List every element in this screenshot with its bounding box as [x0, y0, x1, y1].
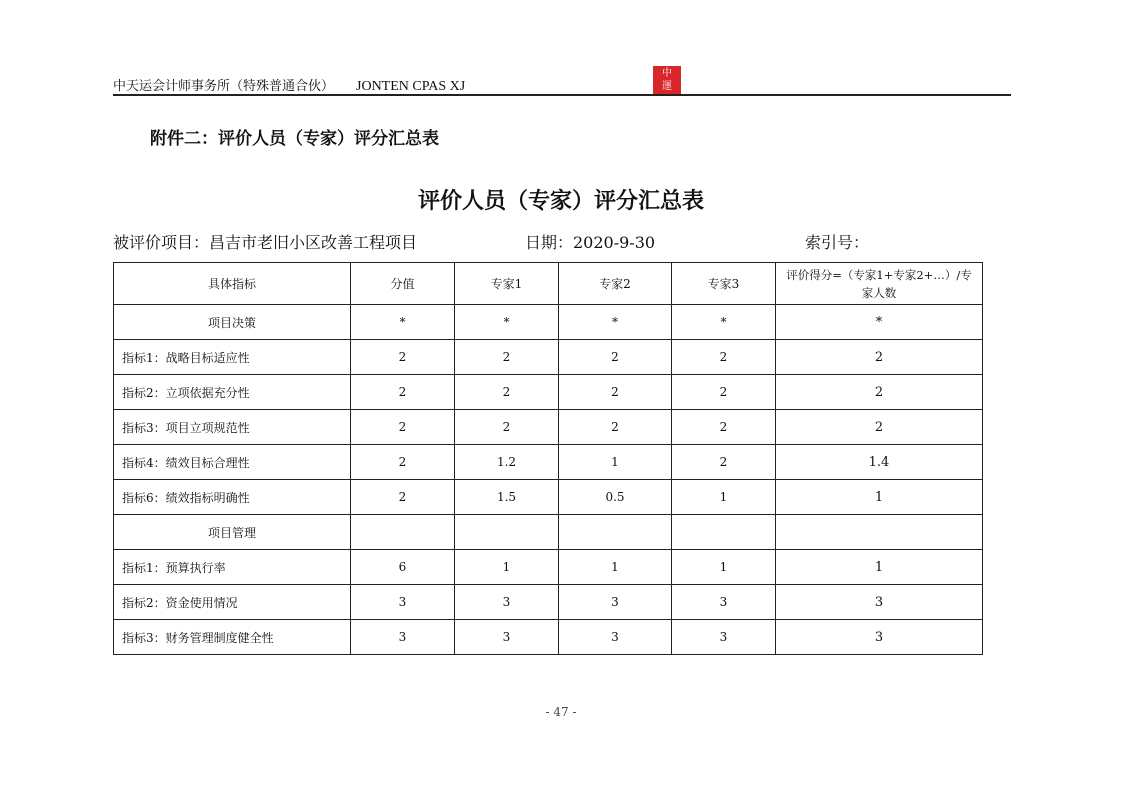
- cell-expert2: 0.5: [559, 480, 672, 515]
- table-row: [114, 445, 983, 480]
- cell-expert1: 1: [455, 550, 559, 585]
- cell-expert2: 3: [559, 620, 672, 655]
- cell-weight: *: [351, 305, 455, 340]
- attachment-title: 附件二：评价人员（专家）评分汇总表: [150, 129, 439, 149]
- table-row: [114, 620, 983, 655]
- table-header-row: [114, 263, 983, 305]
- cell-weight: 3: [351, 585, 455, 620]
- cell-expert2: 2: [559, 340, 672, 375]
- cell-expert1: 2: [455, 340, 559, 375]
- cell-score: 1: [776, 550, 983, 585]
- cell-score: 1.4: [776, 445, 983, 480]
- cell-expert3: 1: [672, 550, 776, 585]
- score-table: [113, 262, 983, 655]
- cell-weight: [351, 515, 455, 550]
- cell-expert1: 1.5: [455, 480, 559, 515]
- cell-score: 1: [776, 480, 983, 515]
- project-name: 被评价项目：昌吉市老旧小区改善工程项目: [113, 233, 418, 252]
- cell-score: 3: [776, 620, 983, 655]
- firm-name: 中天运会计师事务所（特殊普通合伙）: [113, 79, 335, 94]
- firm-logo: 中 運: [653, 66, 681, 94]
- cell-expert3: 2: [672, 445, 776, 480]
- table-row: [114, 515, 983, 550]
- header-weight: 分值: [351, 263, 455, 305]
- cell-expert3: 2: [672, 410, 776, 445]
- cell-expert3: 3: [672, 620, 776, 655]
- table-row: [114, 550, 983, 585]
- cell-expert3: 2: [672, 340, 776, 375]
- table-row: [114, 480, 983, 515]
- header-score: 评价得分=（专家1+专家2+…）/专家人数: [776, 263, 983, 305]
- cell-weight: 2: [351, 445, 455, 480]
- cell-expert1: 3: [455, 585, 559, 620]
- header-indicator: 具体指标: [114, 263, 351, 305]
- cell-weight: 3: [351, 620, 455, 655]
- cell-indicator: 项目决策: [114, 305, 351, 340]
- cell-indicator: 指标4：绩效目标合理性: [114, 445, 351, 480]
- cell-expert1: [455, 515, 559, 550]
- cell-expert1: 1.2: [455, 445, 559, 480]
- cell-expert2: 1: [559, 550, 672, 585]
- cell-expert3: *: [672, 305, 776, 340]
- cell-score: [776, 515, 983, 550]
- cell-indicator: 指标1：战略目标适应性: [114, 340, 351, 375]
- header-expert1: 专家1: [455, 263, 559, 305]
- cell-score: 2: [776, 410, 983, 445]
- table-row: [114, 305, 983, 340]
- cell-expert3: 2: [672, 375, 776, 410]
- page-number: - 47 -: [545, 705, 577, 719]
- cell-expert2: [559, 515, 672, 550]
- table-row: [114, 585, 983, 620]
- cell-indicator: 指标1：预算执行率: [114, 550, 351, 585]
- cell-expert1: 3: [455, 620, 559, 655]
- cell-expert1: *: [455, 305, 559, 340]
- cell-expert2: *: [559, 305, 672, 340]
- cell-score: 3: [776, 585, 983, 620]
- cell-expert2: 2: [559, 410, 672, 445]
- cell-score: 2: [776, 375, 983, 410]
- cell-score: 2: [776, 340, 983, 375]
- index-number: 索引号：: [805, 233, 870, 252]
- document-title: 评价人员（专家）评分汇总表: [417, 189, 704, 214]
- cell-weight: 2: [351, 340, 455, 375]
- cell-indicator: 指标3：财务管理制度健全性: [114, 620, 351, 655]
- cell-expert1: 2: [455, 410, 559, 445]
- table-row: [114, 410, 983, 445]
- cell-indicator: 项目管理: [114, 515, 351, 550]
- page-header: [113, 75, 465, 95]
- cell-expert2: 2: [559, 375, 672, 410]
- cell-expert3: 3: [672, 585, 776, 620]
- cell-indicator: 指标3：项目立项规范性: [114, 410, 351, 445]
- cell-indicator: 指标6：绩效指标明确性: [114, 480, 351, 515]
- cell-expert1: 2: [455, 375, 559, 410]
- cell-weight: 2: [351, 480, 455, 515]
- cell-indicator: 指标2：立项依据充分性: [114, 375, 351, 410]
- cell-expert2: 1: [559, 445, 672, 480]
- cell-expert3: 1: [672, 480, 776, 515]
- cell-weight: 2: [351, 375, 455, 410]
- cell-expert2: 3: [559, 585, 672, 620]
- table-row: [114, 340, 983, 375]
- cell-weight: 2: [351, 410, 455, 445]
- header-divider: [113, 94, 1011, 96]
- firm-name-en: JONTEN CPAS XJ: [356, 79, 466, 94]
- cell-indicator: 指标2：资金使用情况: [114, 585, 351, 620]
- header-expert2: 专家2: [559, 263, 672, 305]
- cell-expert3: [672, 515, 776, 550]
- cell-weight: 6: [351, 550, 455, 585]
- header-expert3: 专家3: [672, 263, 776, 305]
- table-row: [114, 375, 983, 410]
- date: 日期：2020-9-30: [525, 233, 656, 252]
- cell-score: *: [776, 305, 983, 340]
